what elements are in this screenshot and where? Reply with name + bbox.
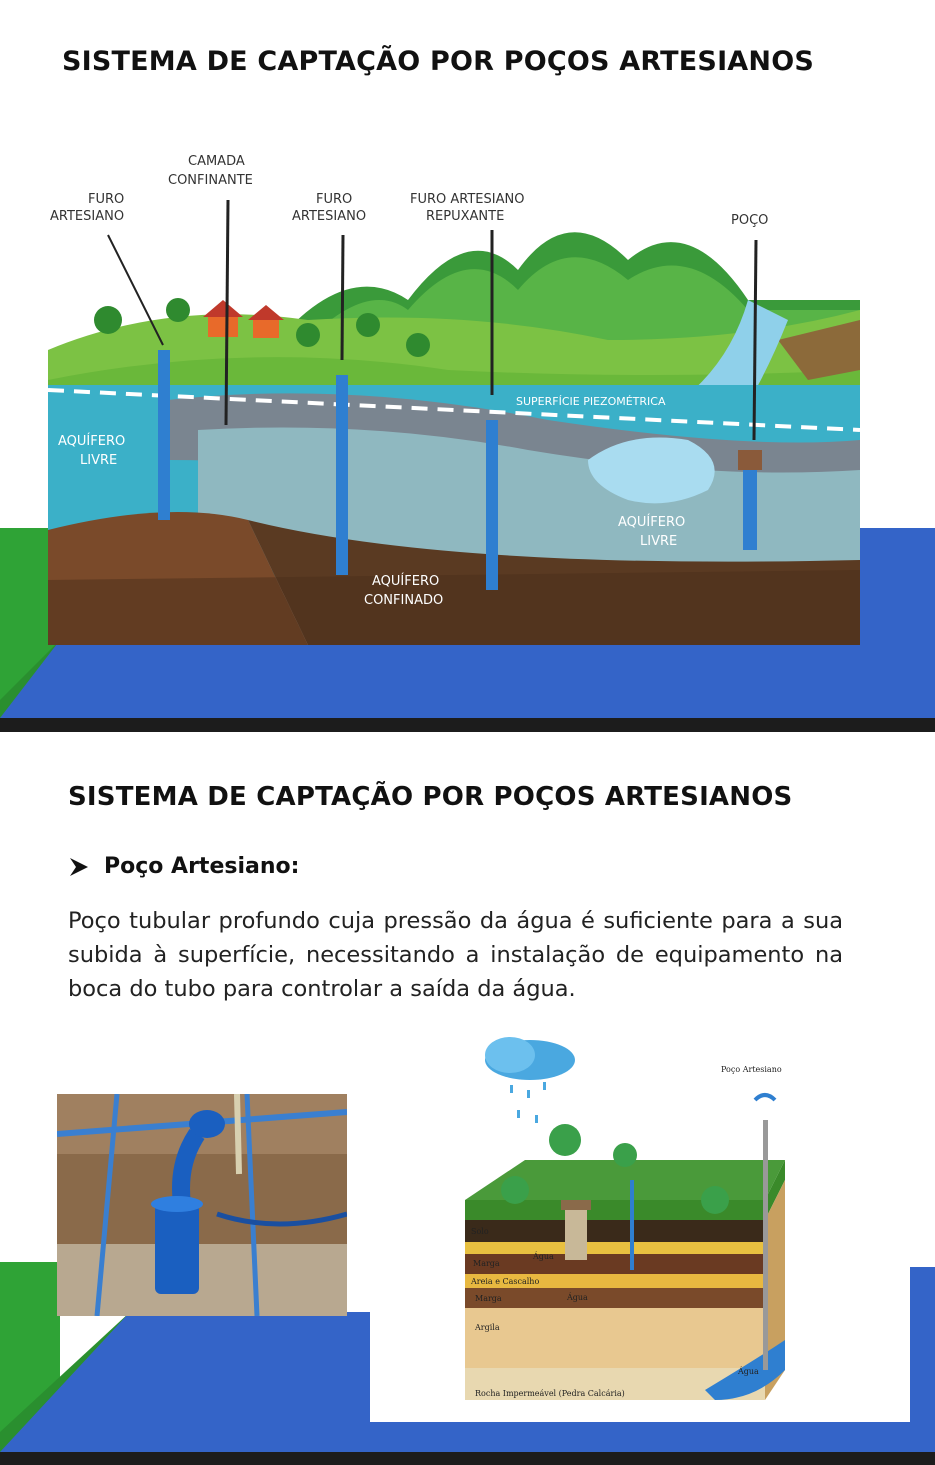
label-agua-3: Água [738,1367,759,1376]
label-furo-artesiano: FURO ARTESIANO [410,192,525,207]
label-confinado: CONFINADO [364,593,444,608]
well-head-photo [57,1094,347,1316]
label-livre-2: LIVRE [640,534,678,549]
bullet-heading [68,854,299,879]
slide-1 [0,0,935,718]
definition-paragraph: Poço tubular profundo cuja pressão da água é suficiente para a sua subida à superfície, necessitando a instalação de equipamento na boca do tubo para controlar a saída da água. [68,908,843,1002]
label-confinante: CONFINANTE [168,173,253,188]
label-poco: POÇO [731,213,769,228]
label-furo-2: FURO [316,192,353,207]
label-agua-1: Água [533,1252,554,1261]
label-marga-2: Marga [475,1294,502,1303]
arrow-bullet-icon [68,856,90,878]
label-furo-1: FURO [88,192,125,207]
label-rocha-impermeavel: Rocha Impermeável (Pedra Calcária) [475,1389,625,1398]
bottom-bar [0,1452,935,1465]
label-argila: Argila [475,1323,500,1332]
label-repuxante: REPUXANTE [426,209,505,224]
label-aquifero-confinado: AQUÍFERO [372,574,440,589]
slide-1-title: SISTEMA DE CAPTAÇÃO POR POÇOS ARTESIANOS [62,46,815,77]
label-aquifero-livre-1: AQUÍFERO [58,434,126,449]
bullet-heading-text: Poço Artesiano: [104,854,300,879]
slide-divider [0,718,935,732]
label-superficie-piezometrica: SUPERFÍCIE PIEZOMÉTRICA [516,395,666,408]
label-artesiano-1: ARTESIANO [50,209,125,224]
label-areia-cascalho: Areia e Cascalho [471,1277,540,1286]
label-solo: Solo [471,1227,489,1236]
label-marga-1: Marga [473,1259,500,1268]
slide-2-title: SISTEMA DE CAPTAÇÃO POR POÇOS ARTESIANOS [68,782,793,812]
label-artesiano-2: ARTESIANO [292,209,367,224]
label-agua-2: Água [567,1293,588,1302]
label-poco-artesiano: Poço Artesiano [721,1065,782,1074]
artesian-well-diagram [48,140,860,645]
label-livre-1: LIVRE [80,453,118,468]
label-aquifero-livre-2: AQUÍFERO [618,515,686,530]
slide-2 [0,732,935,1452]
label-camada: CAMADA [188,154,245,169]
well-cross-section-diagram [455,1030,835,1420]
